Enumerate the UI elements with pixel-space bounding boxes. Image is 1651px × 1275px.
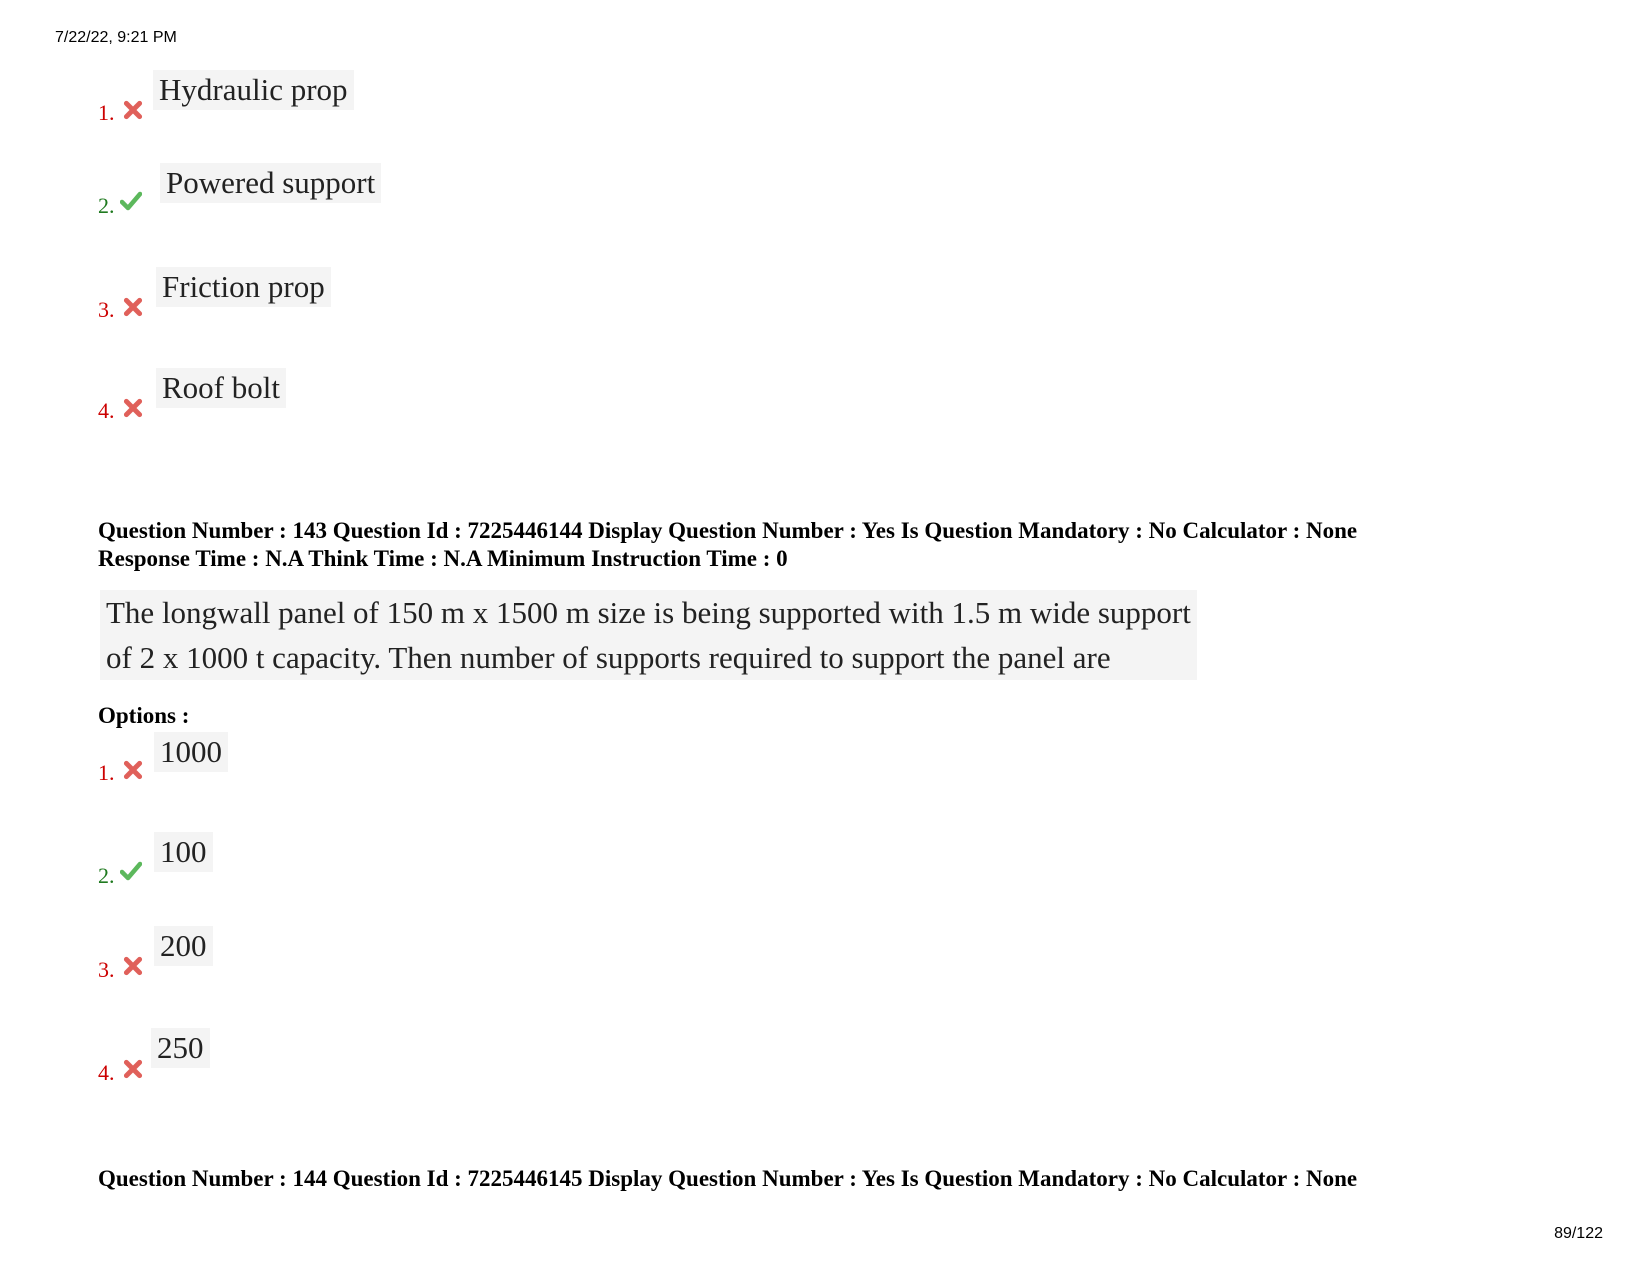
option-number: 4. bbox=[98, 398, 115, 423]
option-number: 2. bbox=[98, 863, 115, 888]
option-text: 100 bbox=[154, 832, 213, 872]
option-number: 2. bbox=[98, 193, 115, 218]
option-4 bbox=[98, 368, 698, 428]
option-2 bbox=[98, 834, 698, 898]
option-number: 3. bbox=[98, 297, 115, 322]
option-text: 250 bbox=[151, 1028, 210, 1068]
question-meta bbox=[98, 517, 1357, 573]
option-3 bbox=[98, 928, 698, 992]
option-text: Powered support bbox=[160, 163, 381, 203]
cross-icon bbox=[122, 955, 144, 977]
option-text: 1000 bbox=[154, 732, 228, 772]
option-3 bbox=[98, 267, 698, 327]
option-number: 1. bbox=[98, 760, 115, 785]
option-number: 3. bbox=[98, 957, 115, 982]
question-meta-line1: Question Number : 144 Question Id : 7225446145 Display Question Number : Yes Is Question Mandatory : No Calculator : None bbox=[98, 1166, 1358, 1191]
print-datetime: 7/22/22, 9:21 PM bbox=[55, 29, 177, 46]
page-number: 89/122 bbox=[1554, 1225, 1603, 1242]
question-meta-line2: Response Time : N.A Think Time : N.A Minimum Instruction Time : 0 bbox=[98, 546, 788, 571]
cross-icon bbox=[122, 296, 144, 318]
question-text-line2: of 2 x 1000 t capacity. Then number of supports required to support the panel are bbox=[106, 640, 1111, 675]
option-text: Hydraulic prop bbox=[153, 70, 354, 110]
option-1 bbox=[98, 70, 698, 130]
options-label: Options : bbox=[98, 703, 190, 728]
option-4 bbox=[98, 1030, 698, 1095]
option-number: 4. bbox=[98, 1060, 115, 1085]
cross-icon bbox=[122, 759, 144, 781]
question-text-line1: The longwall panel of 150 m x 1500 m size is being supported with 1.5 m wide support bbox=[106, 595, 1191, 630]
option-text: Roof bolt bbox=[156, 368, 286, 408]
cross-icon bbox=[122, 1058, 144, 1080]
check-icon bbox=[120, 190, 142, 212]
question-text bbox=[100, 590, 1197, 680]
option-number: 1. bbox=[98, 100, 115, 125]
question-meta-line1: Question Number : 143 Question Id : 7225446144 Display Question Number : Yes Is Question Mandatory : No Calculator : None bbox=[98, 518, 1358, 543]
cross-icon bbox=[122, 99, 144, 121]
option-2 bbox=[98, 163, 698, 223]
option-text: Friction prop bbox=[156, 267, 331, 307]
question-meta bbox=[98, 1165, 1357, 1193]
cross-icon bbox=[122, 397, 144, 419]
option-1 bbox=[98, 734, 698, 798]
check-icon bbox=[120, 860, 142, 882]
option-text: 200 bbox=[154, 926, 213, 966]
